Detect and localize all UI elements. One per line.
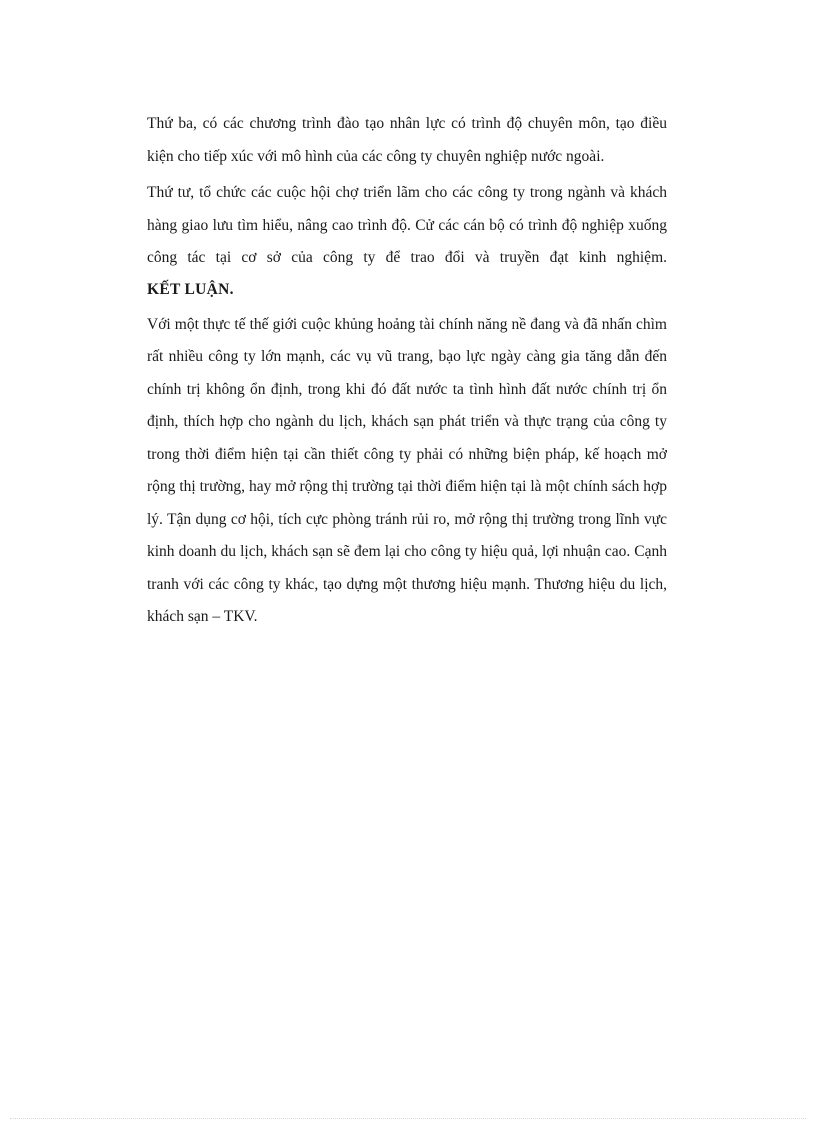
document-body (147, 108, 667, 638)
paragraph-third: Thứ ba, có các chương trình đào tạo nhân lực có trình độ chuyên môn, tạo điều kiện cho tiếp xúc với mô hình của các công ty chuyên nghiệp nước ngoài. (147, 115, 667, 165)
conclusion-heading: KẾT LUẬN. (147, 280, 234, 298)
page-bottom-border (10, 1118, 806, 1119)
conclusion-paragraph: Với một thực tế thế giới cuộc khủng hoảng tài chính năng nề đang và đã nhấn chìm rất nhiều công ty lớn mạnh, các vụ vũ trang, bạo lực ngày càng gia tăng dẫn đến chính trị không ổn định, trong khi đó đất nước ta tình hình đất nước chính trị ổn định, thích hợp cho ngành du lịch, khách sạn phát triển và thực trạng của công ty trong thời điểm hiện tại cần thiết công ty phải có những biện pháp, kế hoạch mở rộng thị trường, hay mở rộng thị trường tại thời điểm hiện tại là một chính sách hợp lý. Tận dụng cơ hội, tích cực phòng tránh rủi ro, mở rộng thị trường trong lĩnh vực kinh doanh du lịch, khách sạn sẽ đem lại cho công ty hiệu quả, lợi nhuận cao. Cạnh tranh với các công ty khác, tạo dựng một thương hiệu mạnh. Thương hiệu du lịch, khách sạn – TKV. (147, 315, 667, 625)
paragraph-fourth: Thứ tư, tổ chức các cuộc hội chợ triển lãm cho các công ty trong ngành và khách hàng giao lưu tìm hiểu, nâng cao trình độ. Cử các cán bộ có trình độ nghiệp xuống công tác tại cơ sở của công ty để trao đổi và truyền đạt kinh nghiệm. (147, 184, 667, 266)
